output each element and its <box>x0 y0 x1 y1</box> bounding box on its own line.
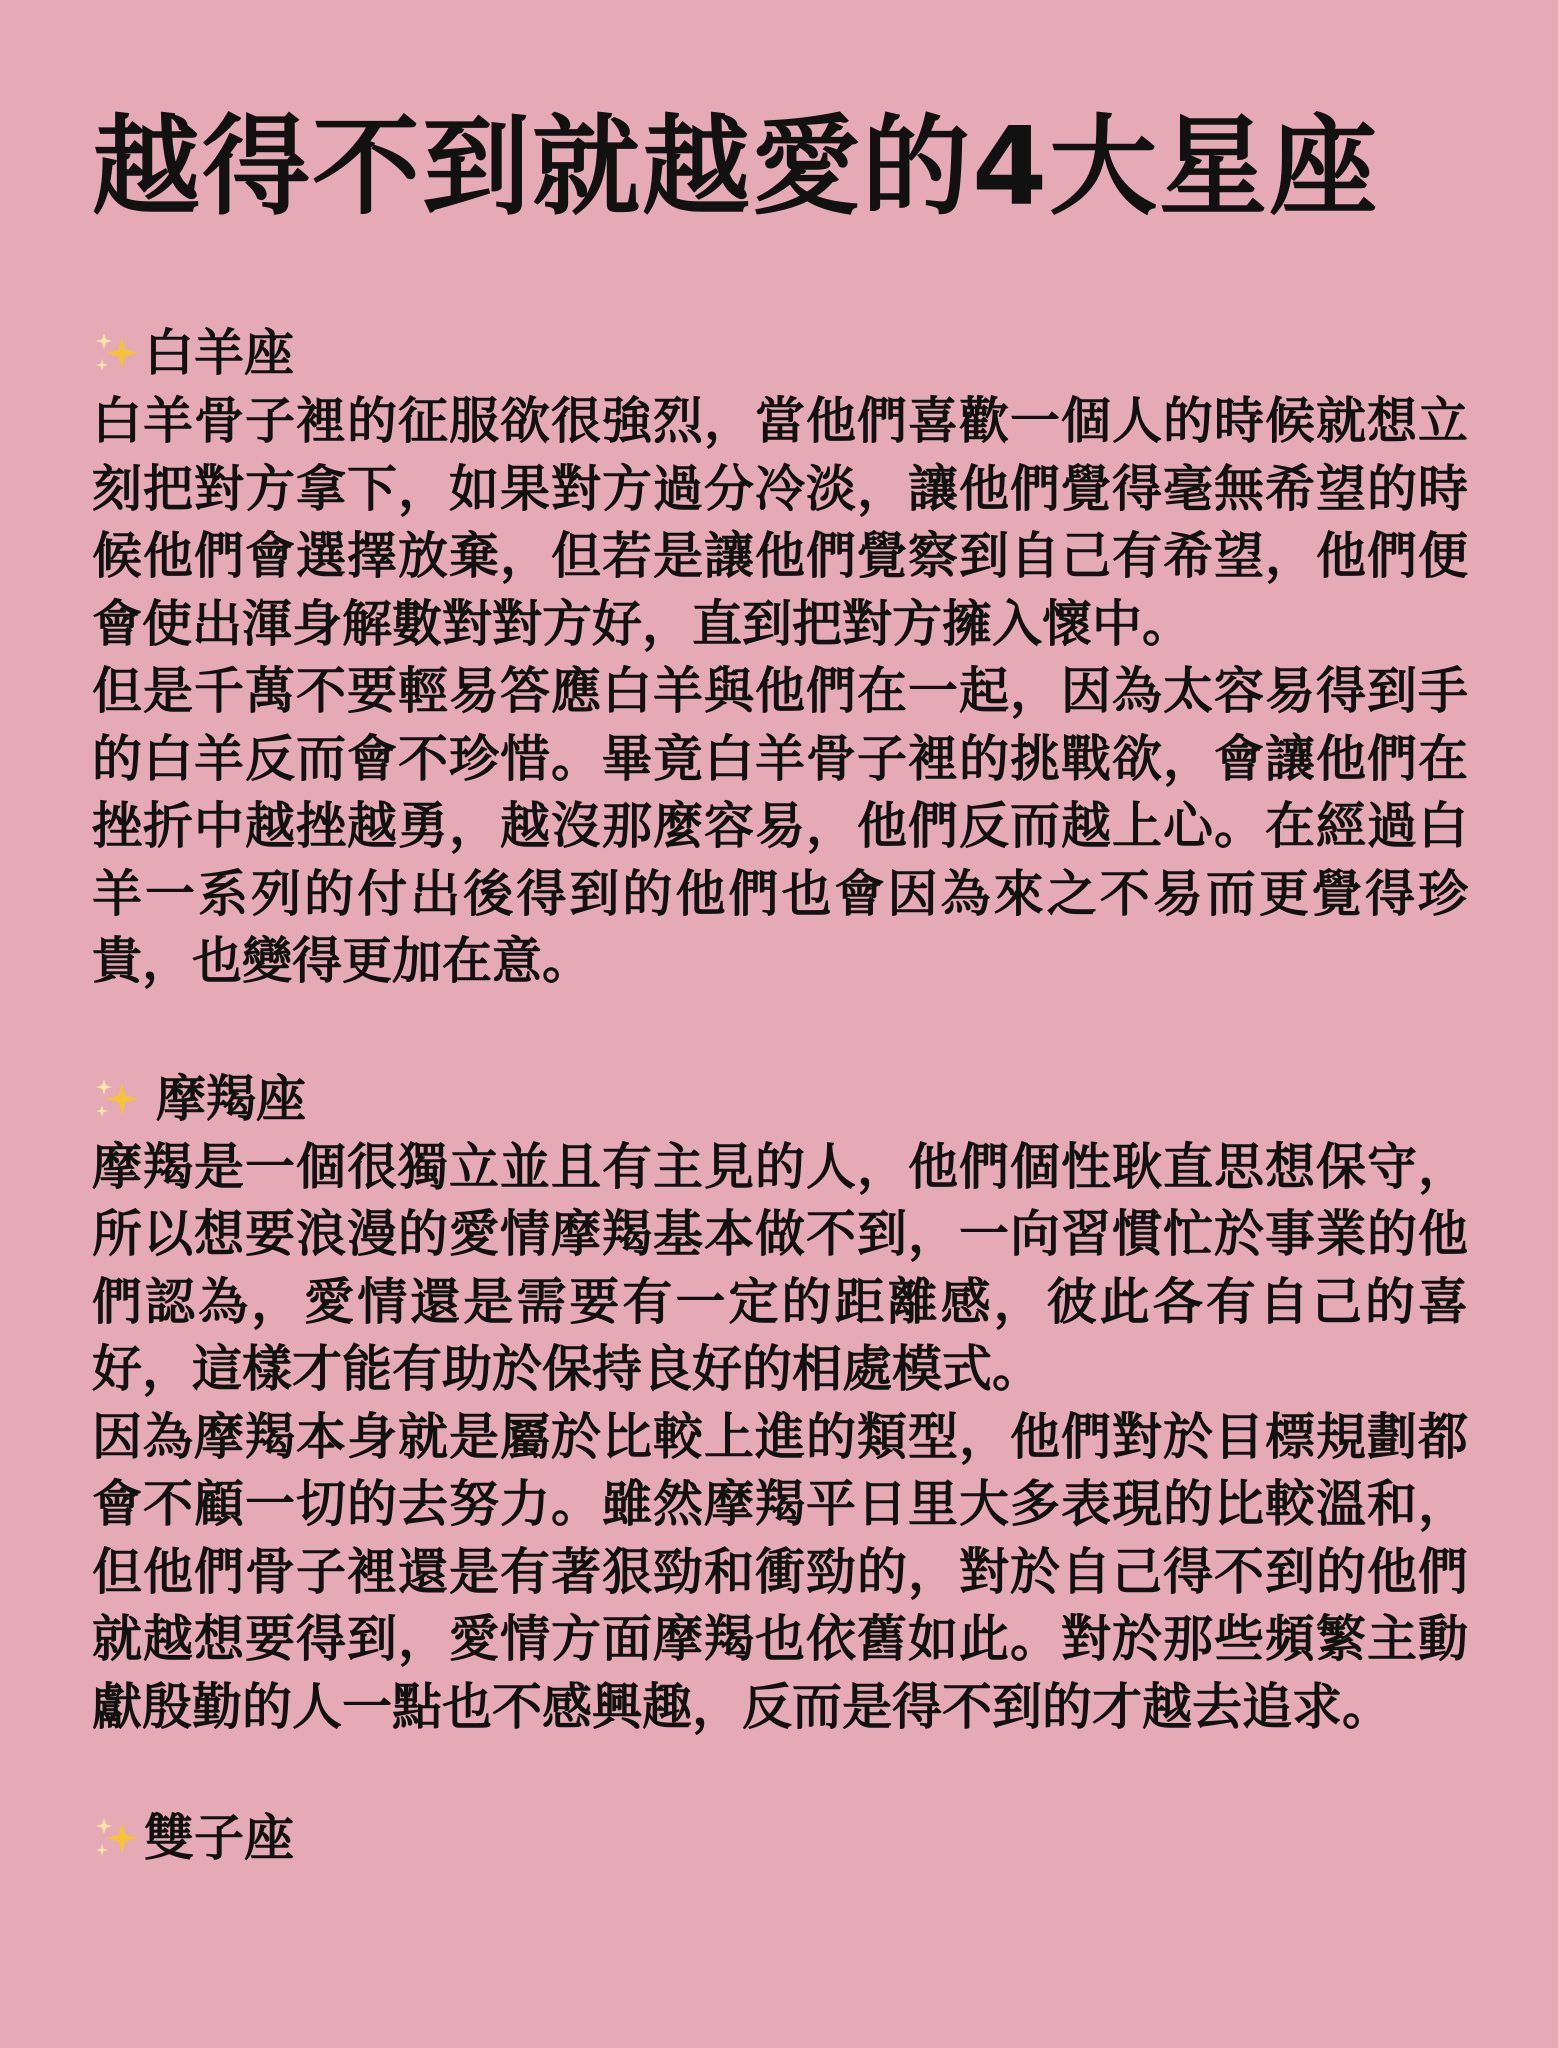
paragraph: 摩羯是一個很獨立並且有主見的人，他們個性耿直思想保守，所以想要浪漫的愛情摩羯基本做不到，一向習慣忙於事業的他們認為，愛情還是需要有一定的距離感，彼此各有自己的喜好，這樣才能有助於保持良好的相處模式。 <box>92 1137 1468 1398</box>
section-aries <box>92 318 1468 996</box>
page-title: 越得不到就越愛的4大星座 <box>92 105 1380 230</box>
paragraph: 白羊骨子裡的征服欲很強烈，當他們喜歡一個人的時候就想立刻把對方拿下，如果對方過分冷淡，讓他們覺得毫無希望的時候他們會選擇放棄，但若是讓他們覺察到自己有希望，他們便會使出渾身解數對對方好，直到把對方擁入懷中。 <box>92 392 1468 653</box>
section-heading-text: 摩羯座 <box>156 1069 306 1128</box>
paragraph: 但是千萬不要輕易答應白羊與他們在一起，因為太容易得到手的白羊反而會不珍惜。畢竟白羊骨子裡的挑戰欲，會讓他們在挫折中越挫越勇，越沒那麼容易，他們反而越上心。在經過白羊一系列的付出後得到的他們也會因為來之不易而更覺得珍貴，也變得更加在意。 <box>92 662 1468 990</box>
sparkles-icon <box>92 1814 140 1862</box>
sparkles-icon <box>92 1075 140 1123</box>
section-heading <box>92 1064 1468 1134</box>
section-heading-text: 雙子座 <box>144 1809 294 1867</box>
sparkles-icon <box>92 329 140 377</box>
section-gemini <box>92 1803 1468 1873</box>
section-heading <box>92 1803 1468 1873</box>
section-capricorn <box>92 1064 1468 1742</box>
section-heading-text: 白羊座 <box>144 324 294 382</box>
paragraph: 因為摩羯本身就是屬於比較上進的類型，他們對於目標規劃都會不顧一切的去努力。雖然摩羯平日里大多表現的比較溫和，但他們骨子裡還是有著狠勁和衝勁的，對於自己得不到的他們就越想要得到，愛情方面摩羯也依舊如此。對於那些頻繁主動獻殷勤的人一點也不感興趣，反而是得不到的才越去追求。 <box>92 1407 1468 1736</box>
section-heading <box>92 318 1468 388</box>
